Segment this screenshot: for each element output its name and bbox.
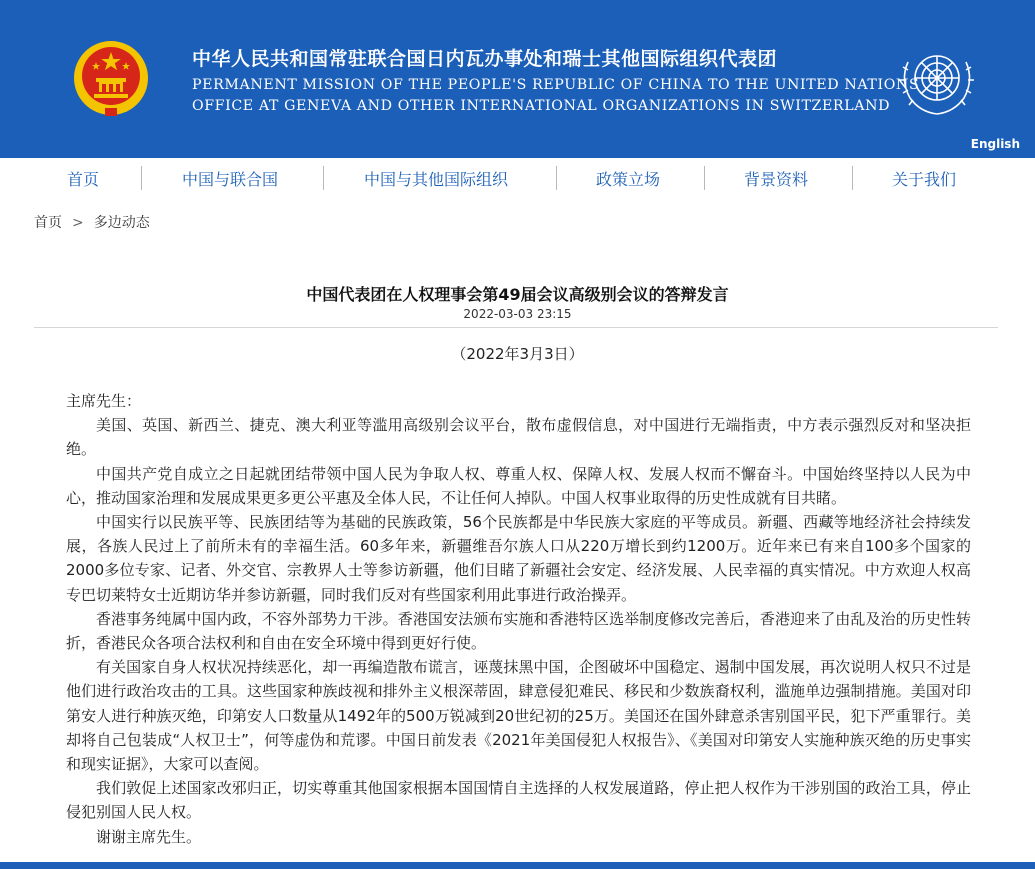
article-paragraph: 主席先生： xyxy=(66,392,142,410)
nav-item-background-info[interactable]: 背景资料 xyxy=(744,170,809,189)
breadcrumb-current: 多边动态 xyxy=(93,215,150,231)
site-title-en-line1: PERMANENT MISSION OF THE PEOPLE'S REPUBLIC OF CHINA TO THE UNITED NATIONS xyxy=(192,77,920,93)
site-header xyxy=(0,0,1035,158)
site-title-en xyxy=(192,75,919,117)
nav-item-china-and-other-orgs[interactable]: 中国与其他国际组织 xyxy=(364,170,509,189)
article-paragraph: 香港事务纯属中国内政，不容外部势力干涉。香港国安法颁布实施和香港特区选举制度修改完善后，香港迎来了由乱及治的历史性转折，香港民众各项合法权利和自由在安全环境中得到更好行使。 xyxy=(66,609,971,653)
article-paragraph: 谢谢主席先生。 xyxy=(96,827,202,846)
nav-item-policy-positions[interactable]: 政策立场 xyxy=(596,170,661,189)
site-title-en-line2: OFFICE AT GENEVA AND OTHER INTERNATIONAL ORGANIZATIONS IN SWITZERLAND xyxy=(192,98,891,114)
article-paragraph: 我们敦促上述国家改邪归正，切实尊重其他国家根据本国国情自主选择的人权发展道路，停止把人权作为干涉别国的政治工具，停止侵犯别国人民人权。 xyxy=(66,779,971,822)
un-emblem-icon xyxy=(894,40,980,118)
nav-divider xyxy=(556,166,557,190)
nav-item-home[interactable]: 首页 xyxy=(67,170,100,189)
article-date-subtitle: （2022年3月3日） xyxy=(451,345,584,363)
english-language-link[interactable]: English xyxy=(970,137,1020,151)
nav-item-about-us[interactable]: 关于我们 xyxy=(892,170,957,189)
title-divider xyxy=(34,327,998,328)
nav-divider xyxy=(704,166,705,190)
nav-item-china-and-un[interactable]: 中国与联合国 xyxy=(182,170,279,189)
nav-divider xyxy=(852,166,853,190)
article-title: 中国代表团在人权理事会第49届会议高级别会议的答辩发言 xyxy=(306,285,729,304)
article-paragraph: 有关国家自身人权状况持续恶化，却一再编造散布谎言，诬蔑抹黑中国，企图破坏中国稳定、遏制中国发展，再次说明人权只不过是他们进行政治攻击的工具。这些国家种族歧视和排外主义根深蒂固，肆意侵犯难民、移民和少数族裔权利，滥施单边强制措施。美国对印第安人进行种族灭绝，印第安人口数量从1492年的500万锐减到20世纪初的25万。美国还在国外肆意杀害别国平民，犯下严重罪行。美却将自己包装成“人权卫士”，何等虚伪和荒谬。中国日前发表《2021年美国侵犯人权报告》、《美国对印第安人实施种族灭绝的历史事实和现实证据》，大家可以查阅。 xyxy=(66,658,971,774)
article-paragraph: 中国实行以民族平等、民族团结等为基础的民族政策，56个民族都是中华民族大家庭的平等成员。新疆、西藏等地经济社会持续发展，各族人民过上了前所未有的幸福生活。60多年来，新疆维吾尔族人口从220万增长到约1200万。近年来已有来自100多个国家的2000多位专家、记者、外交官、宗教界人士等参访新疆，他们目睹了新疆社会安定、经济发展、人民幸福的真实情况。中方欢迎人权高专巴切莱特女士近期访华并参访新疆，同时我们反对有些国家利用此事进行政治操弄。 xyxy=(66,513,971,604)
breadcrumb xyxy=(34,212,150,232)
breadcrumb-separator: > xyxy=(72,215,84,231)
article-paragraph: 美国、英国、新西兰、捷克、澳大利亚等滥用高级别会议平台，散布虚假信息，对中国进行无端指责，中方表示强烈反对和坚决拒绝。 xyxy=(66,416,971,459)
nav-divider xyxy=(323,166,324,190)
article-paragraph: 中国共产党自成立之日起就团结带领中国人民为争取人权、尊重人权、保障人权、发展人权而不懈奋斗。中国始终坚持以人民为中心，推动国家治理和发展成果更多更公平惠及全体人民，不让任何人掉队。中国人权事业取得的历史性成就有目共睹。 xyxy=(66,464,971,507)
nav-divider xyxy=(141,166,142,190)
footer-bar xyxy=(0,862,1035,869)
article-datetime: 2022-03-03 23:15 xyxy=(463,307,572,321)
article-body xyxy=(66,389,971,849)
breadcrumb-home-link[interactable]: 首页 xyxy=(34,215,62,231)
site-title-cn: 中华人民共和国常驻联合国日内瓦办事处和瑞士其他国际组织代表团 xyxy=(192,48,778,70)
national-emblem-icon xyxy=(72,38,150,118)
main-navigation xyxy=(0,158,1035,198)
